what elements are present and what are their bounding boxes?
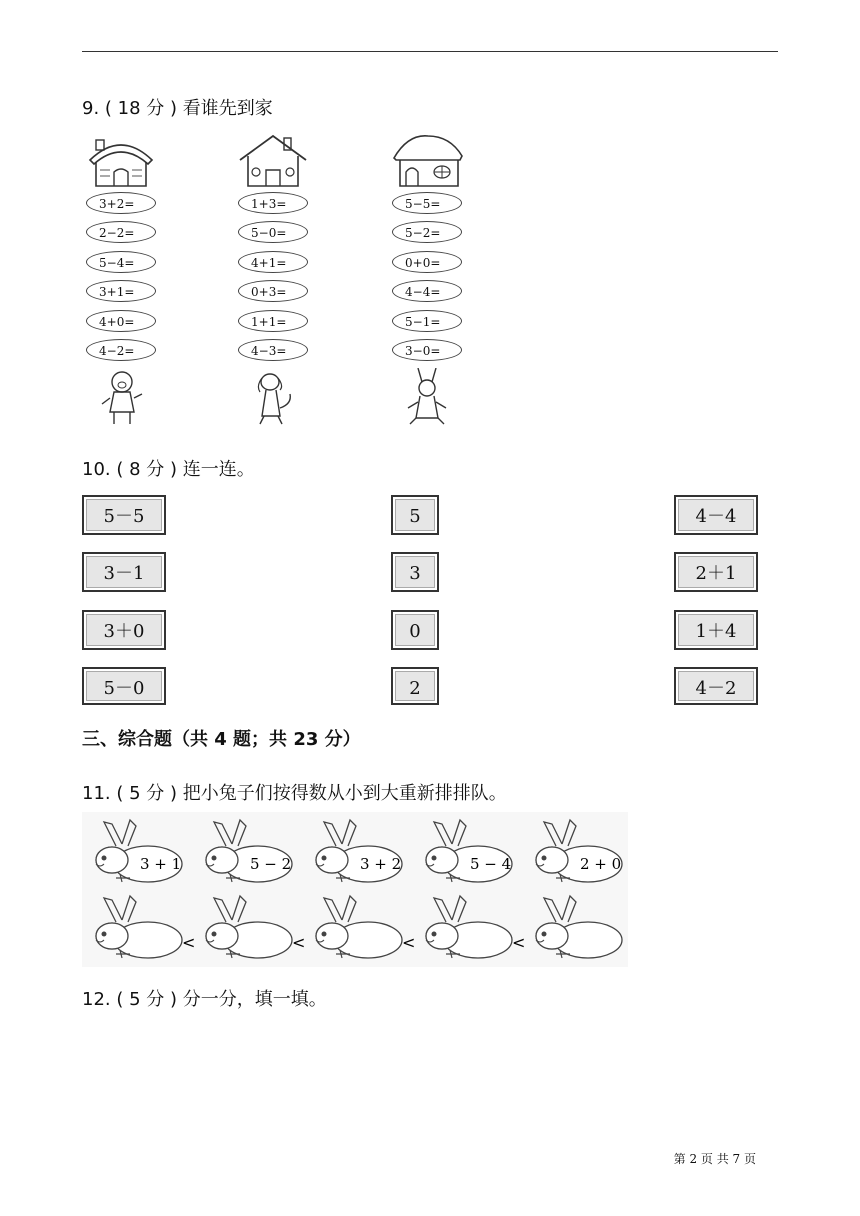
question-10-title (82, 455, 255, 481)
equation-oval: 3+2= (86, 192, 156, 214)
section-heading: 三、综合题（共 4 题；共 23 分） (82, 729, 361, 750)
equation-oval: 1+3= (238, 192, 308, 214)
question-text: 连一连。 (182, 459, 255, 480)
page-footer: 第 2 页 共 7 页 (673, 1152, 756, 1166)
equation-oval: 5−2= (392, 221, 462, 243)
less-than-sign: < (512, 933, 526, 952)
equation-oval: 4−4= (392, 280, 462, 302)
round-house-icon (82, 130, 160, 192)
rabbit-equation: 5 − 4 (470, 855, 512, 873)
rabbit-equation: 5 − 2 (250, 855, 292, 873)
rabbit-ordering-area (82, 812, 628, 967)
match-middle-card[interactable]: 5 (391, 495, 439, 535)
equation-oval: 3+1= (86, 280, 156, 302)
match-middle-card[interactable]: 3 (391, 552, 439, 592)
question-text: 把小兔子们按得数从小到大重新排排队。 (182, 783, 507, 804)
question-text: 分一分，填一填。 (182, 989, 327, 1010)
match-right-card[interactable]: 1＋4 (674, 610, 758, 650)
match-left-card[interactable]: 3－1 (82, 552, 166, 592)
question-number: 10. (82, 459, 111, 480)
question-text: 看谁先到家 (182, 98, 273, 119)
rabbit-blank-icon (426, 896, 512, 958)
match-right-card[interactable]: 2＋1 (674, 552, 758, 592)
match-left-card[interactable]: 3＋0 (82, 610, 166, 650)
equation-oval: 0+3= (238, 280, 308, 302)
question-score: ( 5 分 ) (116, 989, 178, 1010)
equation-oval: 4−3= (238, 339, 308, 361)
rabbit-blank-icon (96, 896, 182, 958)
equation-oval: 5−1= (392, 310, 462, 332)
question-number: 11. (82, 783, 111, 804)
less-than-sign: < (292, 933, 306, 952)
match-right-card[interactable]: 4－2 (674, 667, 758, 705)
question-number: 12. (82, 989, 111, 1010)
question-12-title (82, 985, 327, 1011)
equation-oval: 4+0= (86, 310, 156, 332)
house-icon (388, 130, 466, 192)
house-column-1 (82, 130, 162, 428)
match-right-card[interactable]: 4－4 (674, 495, 758, 535)
question-number: 9. (82, 98, 100, 119)
rabbit-equation: 3 + 1 (140, 855, 182, 873)
question-score: ( 8 分 ) (116, 459, 178, 480)
rabbit-equation: 3 + 2 (360, 855, 402, 873)
rabbit-blank-icon (536, 896, 622, 958)
rabbit-standing-icon (398, 368, 458, 428)
equation-oval: 2−2= (86, 221, 156, 243)
question-score: ( 18 分 ) (104, 98, 178, 119)
match-middle-card[interactable]: 0 (391, 610, 439, 650)
less-than-sign: < (402, 933, 416, 952)
question-score: ( 5 分 ) (116, 783, 178, 804)
rabbit-blank-icon (206, 896, 292, 958)
match-left-card[interactable]: 5－0 (82, 667, 166, 705)
match-left-card[interactable]: 5－5 (82, 495, 166, 535)
rabbit-blank-icon (316, 896, 402, 958)
equation-oval: 4−2= (86, 339, 156, 361)
pig-icon (92, 368, 152, 428)
house-column-3 (388, 130, 468, 428)
equation-oval: 5−5= (392, 192, 462, 214)
dog-icon (244, 368, 304, 428)
equation-oval: 5−4= (86, 251, 156, 273)
question-11-title (82, 779, 507, 805)
equation-oval: 3−0= (392, 339, 462, 361)
equation-oval: 1+1= (238, 310, 308, 332)
rabbit-equation: 2 + 0 (580, 855, 622, 873)
match-middle-card[interactable]: 2 (391, 667, 439, 705)
equation-oval: 5−0= (238, 221, 308, 243)
question-9-title (82, 94, 273, 120)
house-column-2 (234, 130, 314, 428)
less-than-sign: < (182, 933, 196, 952)
equation-oval: 0+0= (392, 251, 462, 273)
header-rule (82, 51, 778, 52)
equation-oval: 4+1= (238, 251, 308, 273)
cottage-icon (234, 130, 312, 192)
